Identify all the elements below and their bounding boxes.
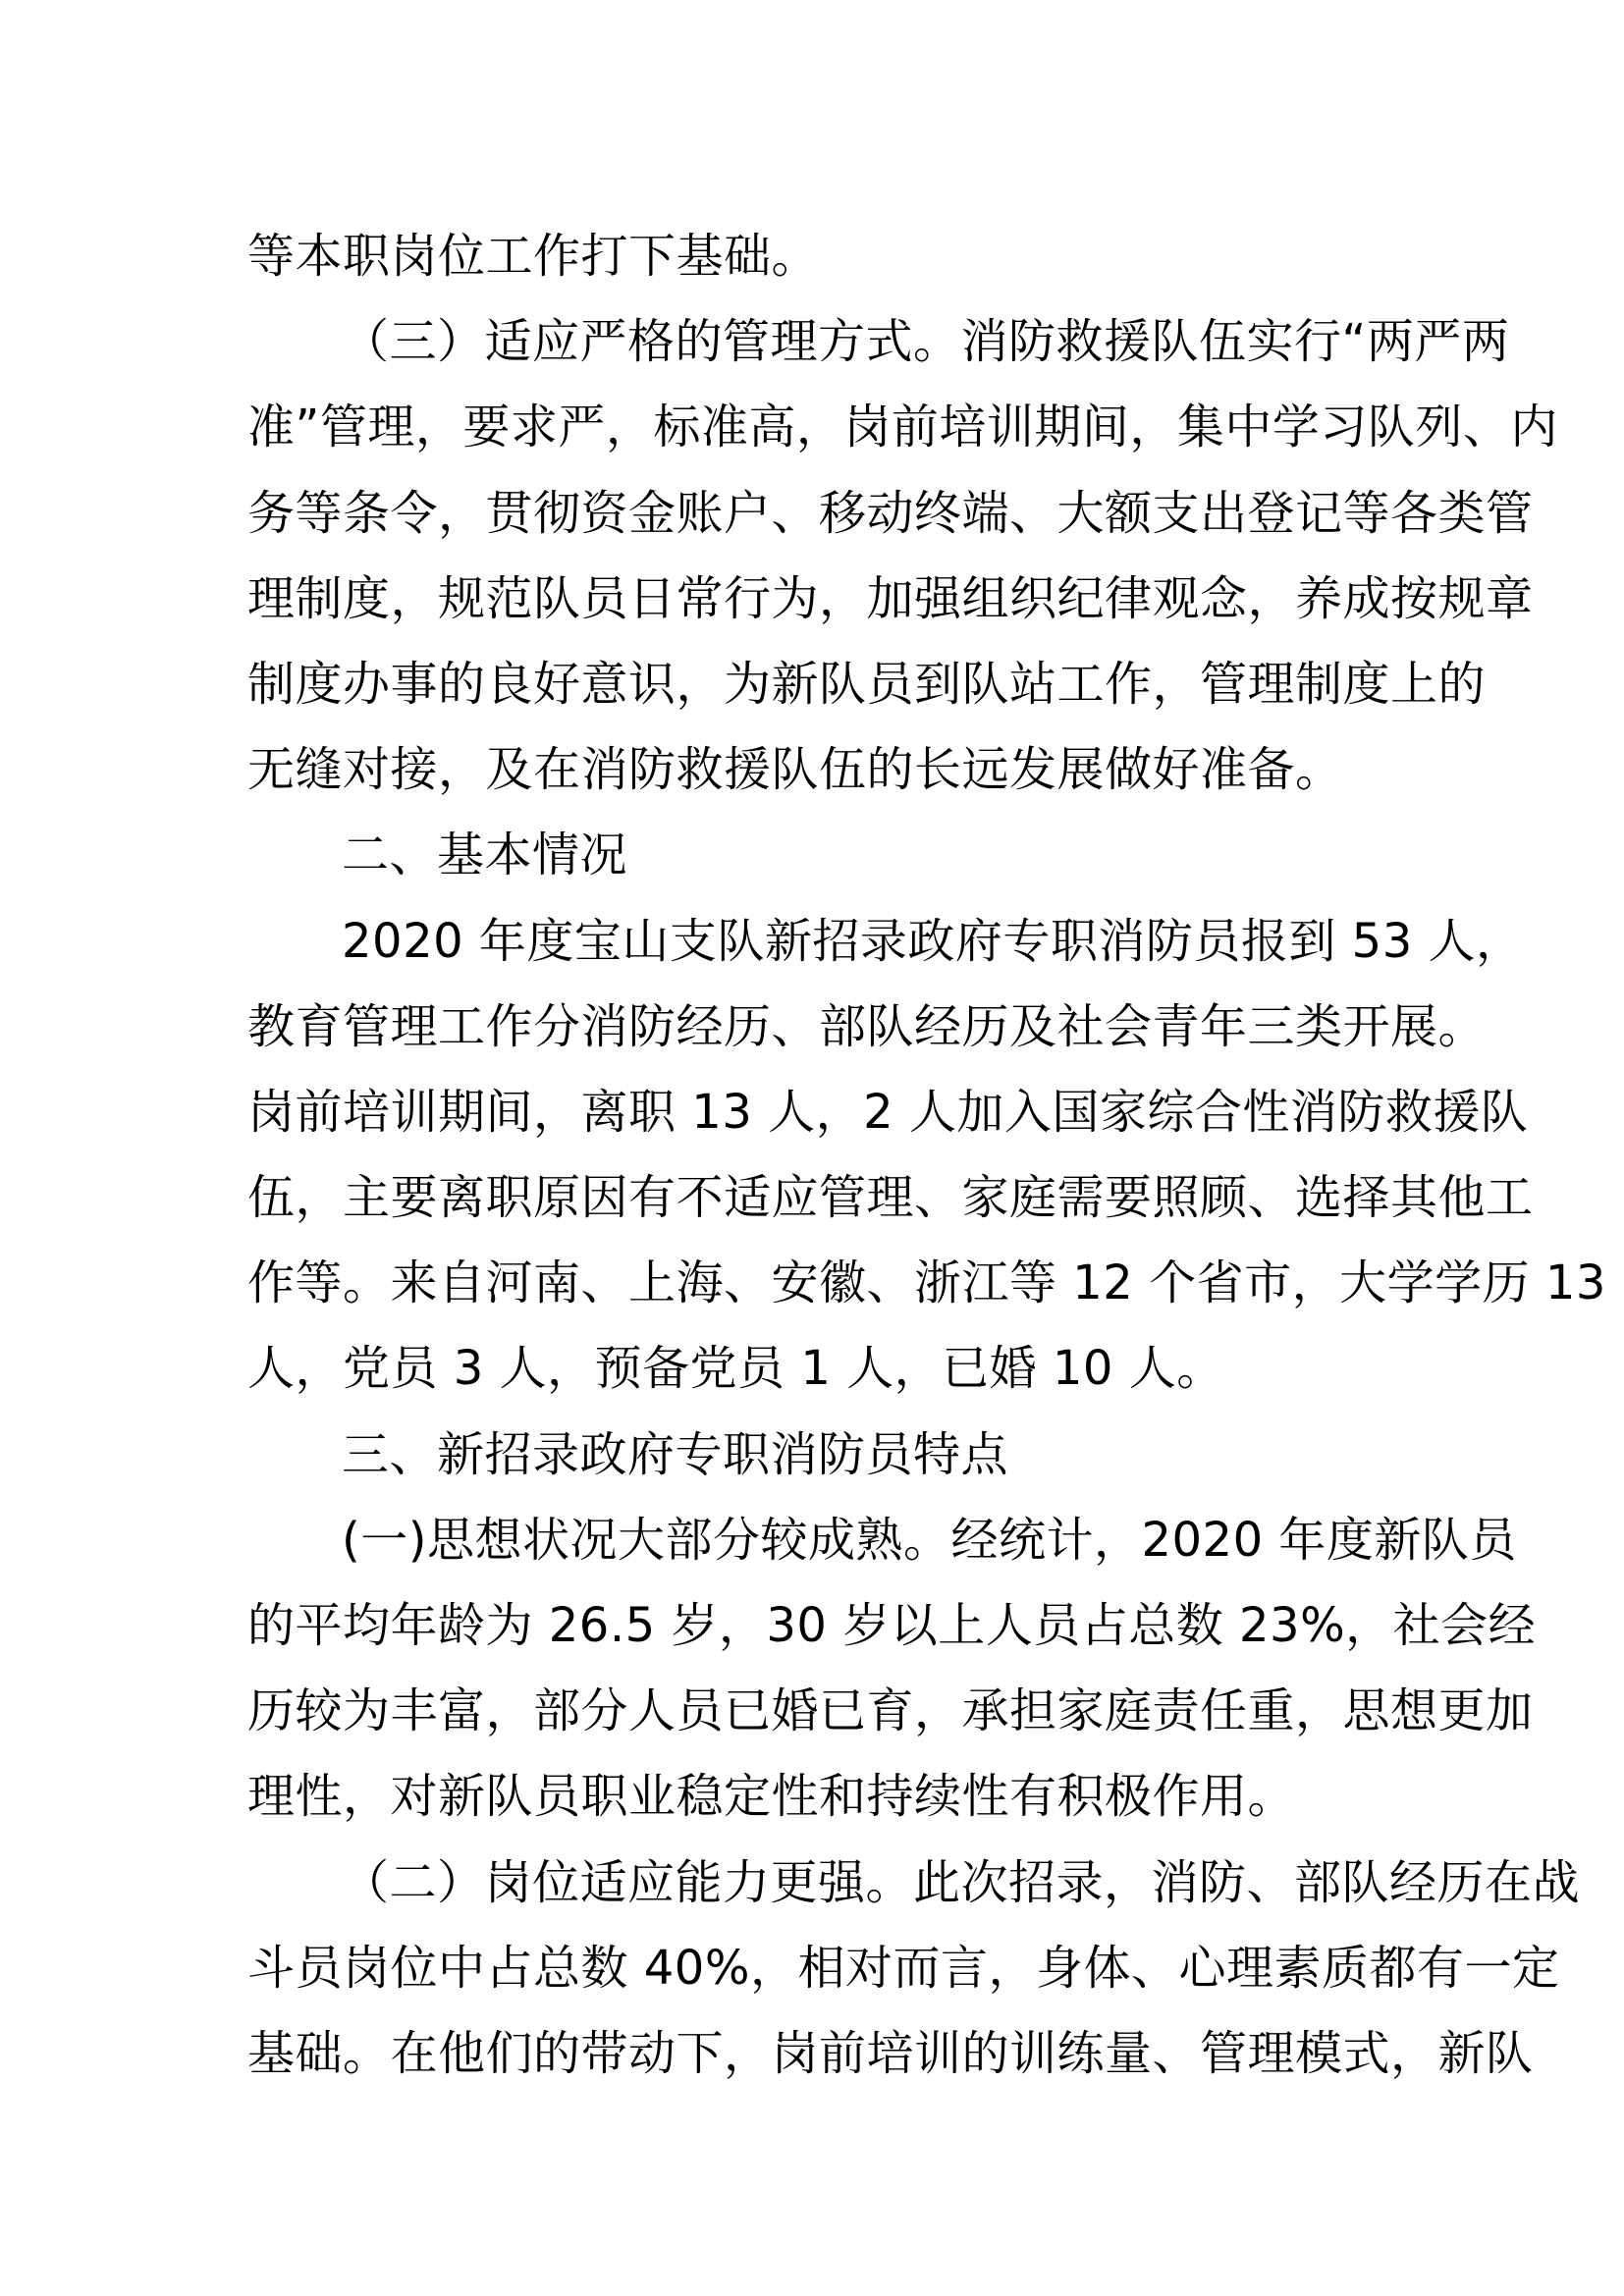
section-heading-3-line bbox=[247, 299, 1510, 385]
line-text: 历较为丰富，部分人员已婚已育，承担家庭责任重，思想更加 bbox=[247, 1683, 1534, 1739]
line-text: 理制度，规范队员日常行为，加强组织纪律观念，养成按规章 bbox=[247, 570, 1534, 626]
section-heading bbox=[247, 813, 1392, 898]
paragraph-line bbox=[247, 1326, 1392, 1412]
line-text: 理性，对新队员职业稳定性和持续性有积极作用。 bbox=[247, 1769, 1296, 1825]
section-heading bbox=[247, 1413, 1392, 1498]
paragraph-line bbox=[247, 1498, 1517, 1583]
line-text: （二）岗位适应能力更强。此次招录，消防、部队经历在战 bbox=[342, 1854, 1581, 1910]
line-text: 2020 年度宝山支队新招录政府专职消防员报到 53 人， bbox=[342, 913, 1524, 969]
paragraph-line bbox=[247, 899, 1524, 985]
paragraph-line bbox=[247, 1155, 1534, 1241]
line-text: 教育管理工作分消防经历、部队经历及社会青年三类开展。 bbox=[247, 998, 1487, 1054]
paragraph-line bbox=[247, 1583, 1537, 1669]
line-text: (一)思想状况大部分较成熟。经统计，2020 年度新队员 bbox=[342, 1512, 1517, 1568]
paragraph-line bbox=[247, 1241, 1606, 1326]
paragraph-line bbox=[247, 1669, 1534, 1754]
line-text: 人，党员 3 人，预备党员 1 人，已婚 10 人。 bbox=[247, 1341, 1224, 1397]
line-text: 的平均年龄为 26.5 岁，30 岁以上人员占总数 23%，社会经 bbox=[247, 1598, 1537, 1653]
paragraph-line bbox=[247, 385, 1558, 470]
line-text: 无缝对接，及在消防救援队伍的长远发展做好准备。 bbox=[247, 742, 1343, 798]
line-text: 作等。来自河南、上海、安徽、浙江等 12 个省市，大学学历 13 bbox=[247, 1255, 1606, 1311]
document-page bbox=[247, 214, 1606, 2097]
line-text: （三）适应严格的管理方式。消防救援队伍实行“两严两 bbox=[342, 314, 1510, 370]
line-text: 伍，主要离职原因有不适应管理、家庭需要照顾、选择其他工 bbox=[247, 1170, 1534, 1226]
line-text: 斗员岗位中占总数 40%，相对而言，身体、心理素质都有一定 bbox=[247, 1940, 1560, 1996]
paragraph-line bbox=[247, 1754, 1392, 1840]
line-text: 制度办事的良好意识，为新队员到队站工作，管理制度上的 bbox=[247, 656, 1487, 712]
paragraph-line bbox=[247, 1070, 1529, 1155]
heading-text: 三、新招录政府专职消防员特点 bbox=[342, 1426, 1009, 1482]
line-text: 准”管理，要求严，标准高，岗前培训期间，集中学习队列、内 bbox=[247, 400, 1558, 455]
paragraph-line bbox=[247, 1841, 1581, 1926]
line-text: 基础。在他们的带动下，岗前培训的训练量、管理模式，新队 bbox=[247, 2025, 1534, 2081]
paragraph-line bbox=[247, 985, 1487, 1070]
line-text: 等本职岗位工作打下基础。 bbox=[247, 229, 820, 284]
paragraph-line bbox=[247, 2011, 1534, 2097]
paragraph-line bbox=[247, 557, 1534, 642]
line-text: 岗前培训期间，离职 13 人，2 人加入国家综合性消防救援队 bbox=[247, 1084, 1529, 1140]
paragraph-line bbox=[247, 642, 1487, 727]
line-text: 务等条令，贯彻资金账户、移动终端、大额支出登记等各类管 bbox=[247, 485, 1534, 541]
paragraph-line bbox=[247, 471, 1534, 557]
paragraph-line bbox=[247, 214, 1392, 299]
paragraph-line bbox=[247, 1926, 1560, 2011]
paragraph-line bbox=[247, 727, 1392, 813]
heading-text: 二、基本情况 bbox=[342, 828, 628, 883]
